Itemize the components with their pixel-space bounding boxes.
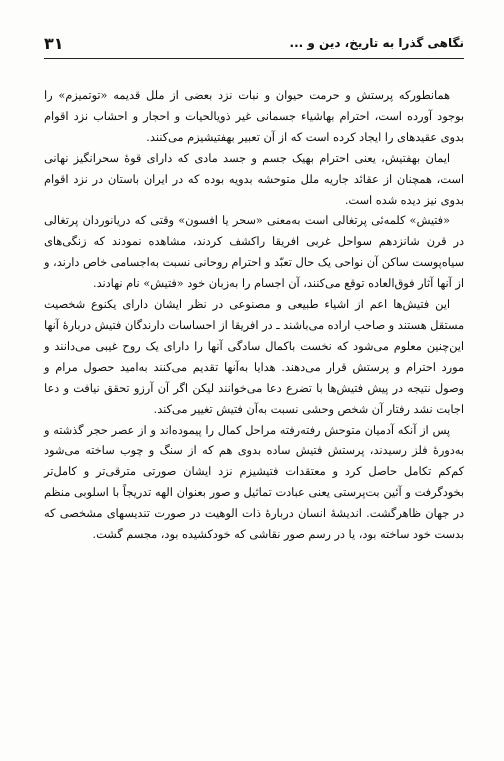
running-title: نگاهی گذرا به تاریخ، دین و ... — [289, 36, 464, 50]
paragraph: همانطورکه پرستش و حرمت حیوان و نبات نزد بعضی از ملل قدیمه «توتمیزم» را بوجود آورده است، احترام بهاشیاء جسمانی غیر ذویالحیات و احجار و احشاب نزد اقوام بدوی عقیدهای را ایجاد کرده است که از آن تعبیر بهفتیشیزم می‌کنند. — [44, 89, 464, 144]
page-header — [44, 34, 464, 56]
paragraph: پس از آنکه آدمیان متوحش رفته‌رفته مراحل کمال را پیموده‌اند و از عصر حجر گذشته و به‌دورهٔ فلز رسیدند، پرستش فتیش ساده بدوی هم که از سنگ و چوب ساخته می‌شود کم‌کم تکامل حاصل کرد و معتقدات فتیشیزم نزد ایشان صورتی مترقی‌تر و کامل‌تر بخودگرفت و آئین بت‌پرستی یعنی عبادت تماثیل و صور بعنوان الهه تدریجاً با اسلوبی منظم در جهان ظاهرگشت. اندیشهٔ انسان دربارهٔ ذات الوهیت در صورت تندیسهای مشخصی که بدست خود ساخته بود، یا در رسم صور نقاشی که خودکشیده بود، مجسم گشت. — [44, 423, 464, 542]
paragraph: ایمان بهفتیش، یعنی احترام بهیک جسم و جسد مادی که دارای قوهٔ سحرانگیز نهانی است، همچنان از عقائد جاریه ملل متوحشه بدویه بوده که در ایران باستان در نزد اقوام بدوی نیز دیده شده است. — [44, 151, 464, 207]
page-number: ۳۱ — [44, 34, 64, 53]
header-divider — [44, 58, 464, 59]
paragraph: «فتیش» کلمه‌ئی پرتغالی است به‌معنی «سحر یا افسون» وقتی که دریانوردان پرتغالی در قرن شانزدهم سواحل غربی افریقا راکشف کردند، مشاهده نمودند که زنگی‌های سیاه‌پوست ساکن آن نواحی یک حال تعبّد و احترام روحانی نسبت به‌اجسامی خاص دارند، و از آنها آثار فوق‌العاده توقع می‌کنند، آن اجسام را به‌زبان خود «فتیش» نام نهادند. — [44, 214, 464, 291]
paragraph: این فتیش‌ها اعم از اشیاء طبیعی و مصنوعی در نظر ایشان دارای یکنوع شخصیت مستقل هستند و صاحب اراده می‌باشند ـ در افریقا از احساسات دارندگان فتیش دربارهٔ آنها این‌چنین معلوم می‌شود که نخست باکمال سادگی آنها را دارای یک روح غیبی می‌دانند و مورد احترام و پرستش قرار می‌دهند. هدایا به‌آنها تقدیم می‌کنند به‌امید حصول مرام و وصول نتیجه در پیش فتیش‌ها با تضرع دعا می‌خوانند لیکن اگر آن آرزو تحقق نیافت و دعا اجابت نشد رفتار آن شخص وحشی نسبت به‌آن فتیش تغییر می‌کند. — [44, 298, 464, 416]
body-text — [44, 86, 464, 546]
